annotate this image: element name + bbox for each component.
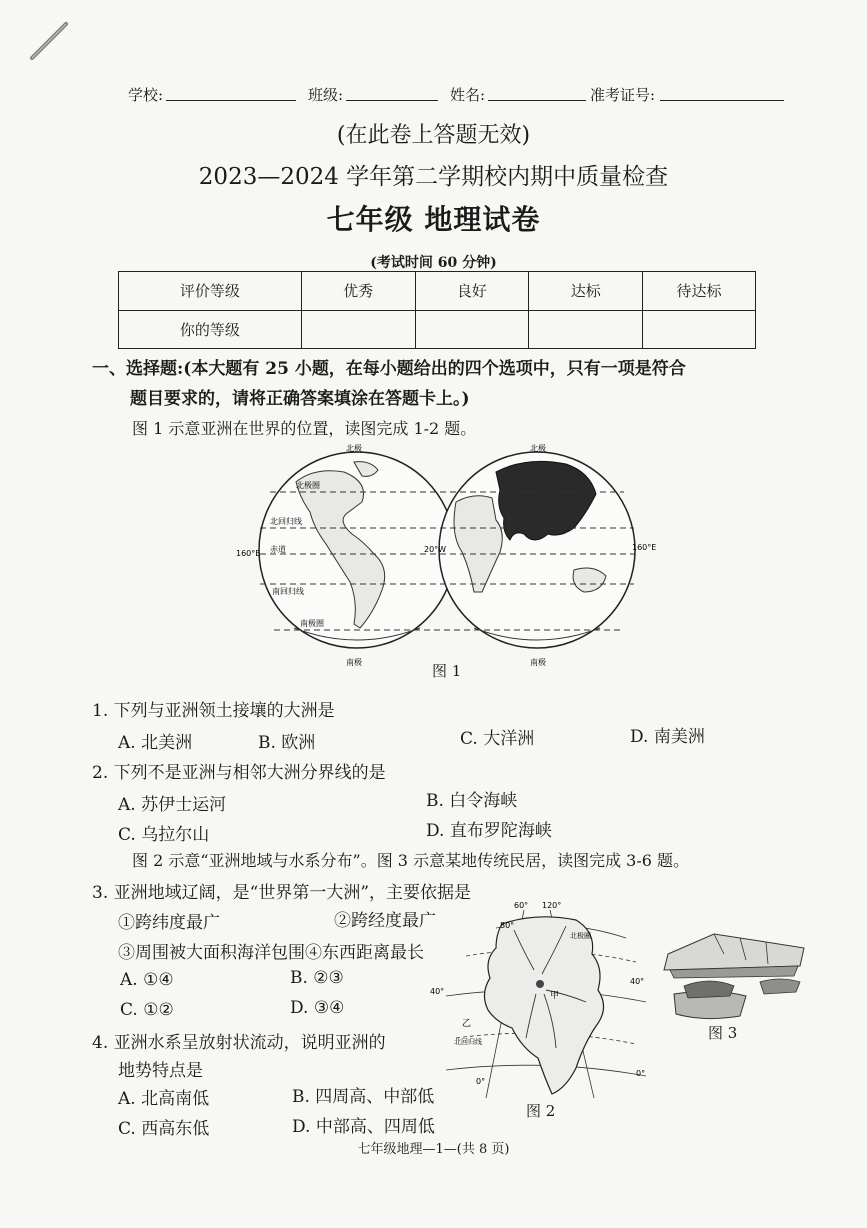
page-footer: 七年级地理—1—(共 8 页): [357, 1142, 510, 1157]
q1-option-a[interactable]: A. 北美洲: [118, 733, 193, 753]
q2-option-d[interactable]: D. 直布罗陀海峡: [426, 821, 552, 841]
lat-80-label: 80°: [500, 921, 515, 930]
figure1-intro: 图 1 示意亚洲在世界的位置，读图完成 1-2 题。: [132, 419, 477, 438]
exam-number-label: 准考证号:: [590, 86, 656, 104]
q3-statement-3-4: ③周围被大面积海洋包围④东西距离最长: [118, 943, 424, 963]
north-pole-label-left: 北极: [346, 444, 362, 453]
q2-option-b[interactable]: B. 白令海峡: [426, 791, 518, 811]
lon-20w-label: 20°W: [424, 545, 447, 554]
class-blank[interactable]: [346, 100, 438, 101]
figure3-caption: 图 3: [708, 1024, 738, 1042]
lat-40-west-label: 40°: [430, 987, 445, 996]
q3-statement-2: ②跨经度最广: [334, 911, 436, 931]
south-pole-label-right: 南极: [530, 658, 546, 667]
figure1-world-map: [234, 442, 658, 678]
north-pole-label-right: 北极: [530, 444, 546, 453]
q1-option-b[interactable]: B. 欧洲: [258, 733, 316, 753]
q3-option-a[interactable]: A. ①④: [120, 970, 174, 990]
q3-option-d[interactable]: D. ③④: [290, 998, 345, 1018]
figure1-caption: 图 1: [432, 662, 462, 680]
section-heading-line: 题目要求的，请将正确答案填涂在答题卡上。): [130, 389, 470, 409]
q3-statement-1: ①跨纬度最广: [118, 913, 220, 933]
lon-120-label: 120°: [542, 901, 562, 910]
school-label: 学校:: [128, 86, 164, 104]
grade-input-cell[interactable]: [301, 310, 415, 349]
yi-label: 乙: [462, 1019, 472, 1029]
q4-option-b[interactable]: B. 四周高、中部低: [292, 1087, 435, 1107]
lon-160e-left-label: 160°E: [236, 549, 261, 558]
page-title: 七年级 地理试卷: [326, 203, 541, 236]
lon-60-label: 60°: [514, 901, 529, 910]
tropic-map-label: 北回归线: [454, 1038, 482, 1046]
tropic-capricorn-label: 南回归线: [272, 587, 304, 596]
arctic-circle-label: 北极圈: [296, 481, 320, 490]
grade-input-cell[interactable]: [643, 310, 756, 349]
name-label: 姓名:: [450, 86, 486, 104]
equator-label: 赤道: [270, 545, 286, 554]
grade-header-cell: 优秀: [301, 272, 415, 311]
section-heading-line: 一、选择题:(本大题有 25 小题，在每小题给出的四个选项中，只有一项是符合: [92, 359, 686, 379]
grade-header-cell: 达标: [529, 272, 643, 311]
exam-term: 2023—2024 学年第二学期校内期中质量检查: [198, 164, 669, 190]
name-blank[interactable]: [488, 100, 586, 101]
q2-option-c[interactable]: C. 乌拉尔山: [118, 825, 210, 845]
q4-stem-line2: 地势特点是: [118, 1061, 203, 1081]
grade-header-cell: 待达标: [643, 272, 756, 311]
school-blank[interactable]: [166, 100, 296, 101]
q4-option-c[interactable]: C. 西高东低: [118, 1119, 210, 1139]
figure2-caption: 图 2: [526, 1102, 556, 1120]
grade-header-cell: 评价等级: [119, 272, 302, 311]
exam-number-blank[interactable]: [660, 100, 784, 101]
grade-table: [118, 271, 756, 349]
q1-stem: 1. 下列与亚洲领土接壤的大洲是: [92, 701, 335, 721]
pencil-mark-icon: [28, 20, 72, 64]
q2-stem: 2. 下列不是亚洲与相邻大洲分界线的是: [92, 763, 386, 783]
antarctic-circle-label: 南极圈: [300, 619, 324, 628]
arctic-circle-map-label: 北极圈: [570, 932, 591, 940]
q3-option-b[interactable]: B. ②③: [290, 968, 344, 988]
q2-option-a[interactable]: A. 苏伊士运河: [118, 795, 227, 815]
exam-duration: (考试时间 60 分钟): [370, 255, 497, 271]
grade-input-cell[interactable]: [529, 310, 643, 349]
q1-option-c[interactable]: C. 大洋洲: [460, 729, 535, 749]
class-label: 班级:: [308, 86, 344, 104]
section-heading: [92, 354, 792, 414]
lat-40-east-label: 40°: [630, 977, 645, 986]
lat-0-east-label: 0°: [636, 1069, 646, 1078]
grade-header-cell: 良好: [415, 272, 529, 311]
q4-option-a[interactable]: A. 北高南低: [118, 1089, 210, 1109]
south-pole-label-left: 南极: [346, 658, 362, 667]
q3-stem: 3. 亚洲地域辽阔，是“世界第一大洲”，主要依据是: [92, 883, 472, 903]
figure2-asia-map: [426, 898, 656, 1108]
q4-stem-line1: 4. 亚洲水系呈放射状流动，说明亚洲的: [92, 1033, 386, 1053]
q4-option-d[interactable]: D. 中部高、四周低: [292, 1117, 435, 1137]
grade-input-cell[interactable]: [415, 310, 529, 349]
lon-160e-right-label: 160°E: [632, 543, 657, 552]
lat-0-west-label: 0°: [476, 1077, 486, 1086]
exam-note: (在此卷上答题无效): [336, 123, 531, 148]
q1-option-d[interactable]: D. 南美洲: [630, 727, 705, 747]
jia-label: 甲: [550, 991, 560, 1001]
figure2-3-intro: 图 2 示意“亚洲地域与水系分布”。图 3 示意某地传统民居，读图完成 3-6 题。: [132, 851, 690, 870]
q3-option-c[interactable]: C. ①②: [120, 1000, 174, 1020]
your-grade-label: 你的等级: [119, 310, 302, 349]
figure3-dwelling-illustration: [654, 920, 814, 1030]
tropic-cancer-label: 北回归线: [270, 517, 302, 526]
